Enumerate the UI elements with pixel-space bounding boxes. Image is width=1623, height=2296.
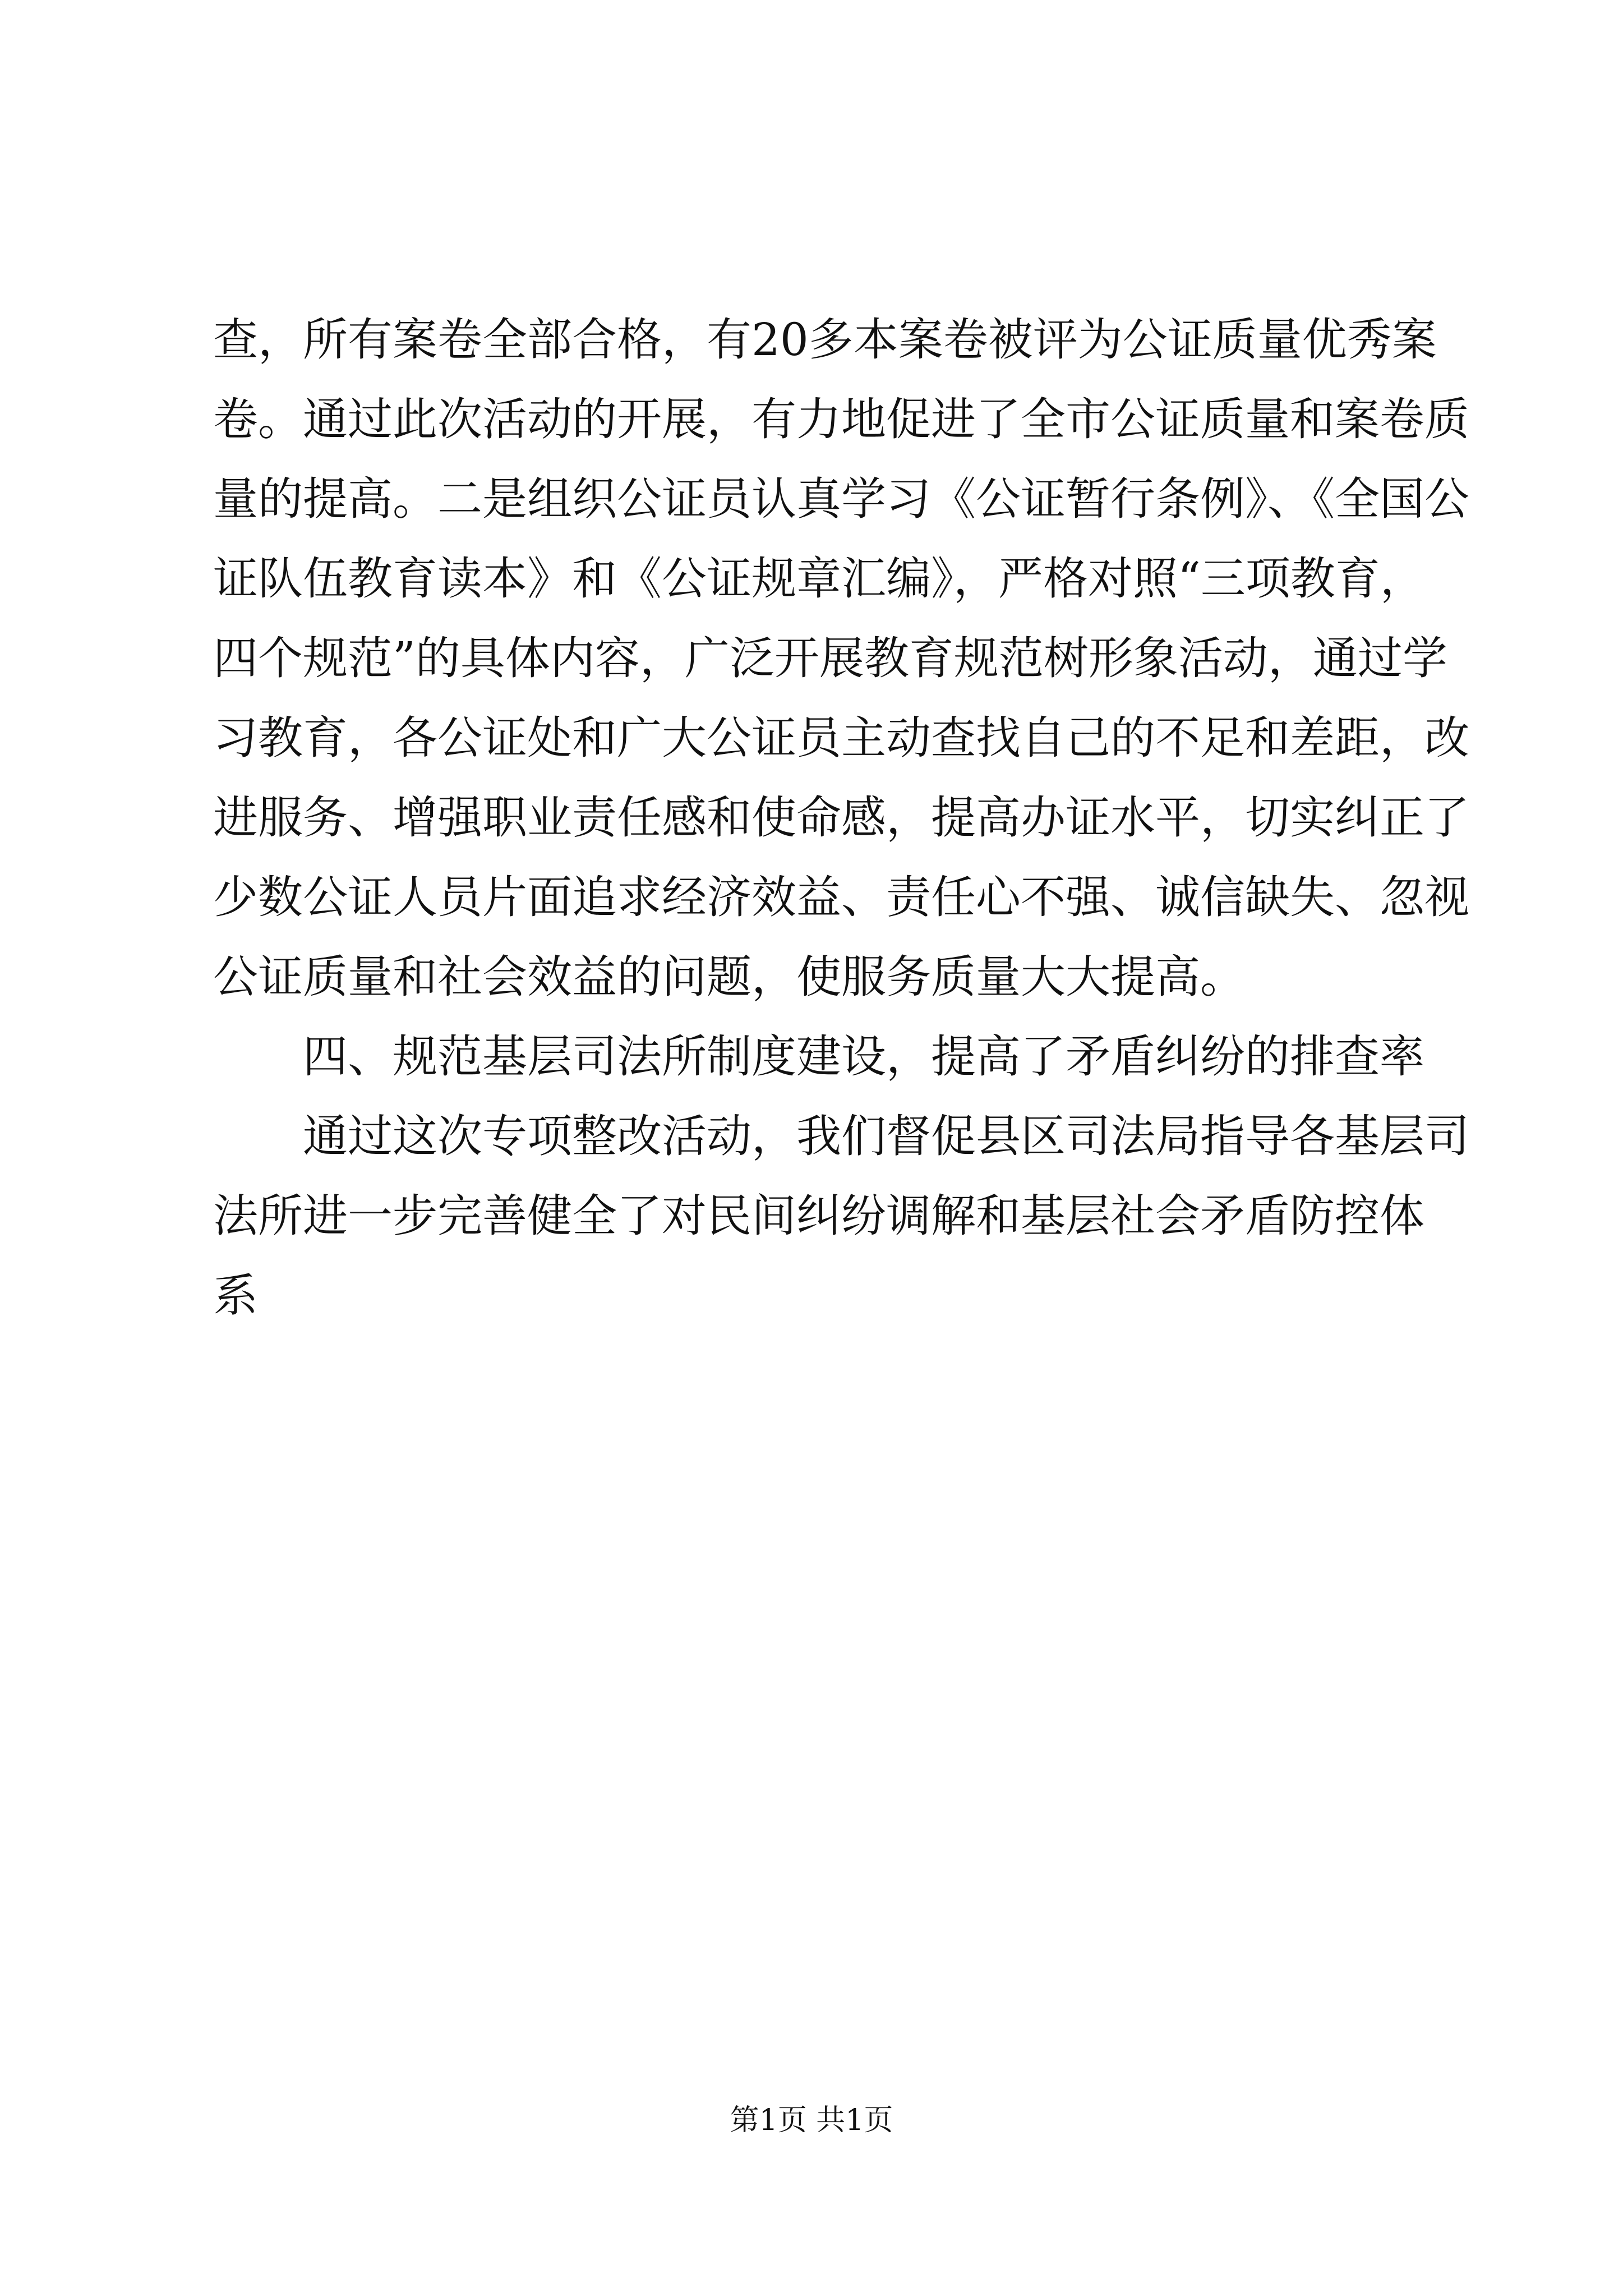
paragraph-line: 习教育，各公证处和广大公证员主动查找自己的不足和差距，改 xyxy=(213,712,1469,764)
paragraph-line: 卷。通过此次活动的开展，有力地促进了全市公证质量和案卷质 xyxy=(213,393,1469,445)
paragraph-line: 证队伍教育读本》和《公证规章汇编》，严格对照“三项教育， xyxy=(213,553,1425,605)
paragraph-line: 量的提高。二是组织公证员认真学习《公证暂行条例》、《全国公 xyxy=(213,473,1469,525)
paragraph-line: 法所进一步完善健全了对民间纠纷调解和基层社会矛盾防控体 xyxy=(213,1190,1424,1242)
paragraph-line: 系 xyxy=(213,1269,258,1322)
paragraph-line: 进服务、增强职业责任感和使命感，提高办证水平，切实纠正了 xyxy=(213,792,1469,844)
section-heading: 四、规范基层司法所制度建设，提高了矛盾纠纷的排查率 xyxy=(303,1030,1424,1083)
paragraph-line: 四个规范”的具体内容，广泛开展教育规范树形象活动，通过学 xyxy=(213,632,1447,684)
document-body xyxy=(213,300,1469,1336)
paragraph-line: 公证质量和社会效益的问题，使服务质量大大提高。 xyxy=(213,951,1245,1003)
paragraph-line: 通过这次专项整改活动，我们督促县区司法局指导各基层司 xyxy=(303,1110,1469,1162)
paragraph-line: 少数公证人员片面追求经济效益、责任心不强、诚信缺失、忽视 xyxy=(213,871,1469,923)
page-number-footer: 第1页 共1页 xyxy=(730,2104,893,2137)
paragraph-line: 查，所有案卷全部合格，有20多本案卷被评为公证质量优秀案 xyxy=(213,314,1437,366)
